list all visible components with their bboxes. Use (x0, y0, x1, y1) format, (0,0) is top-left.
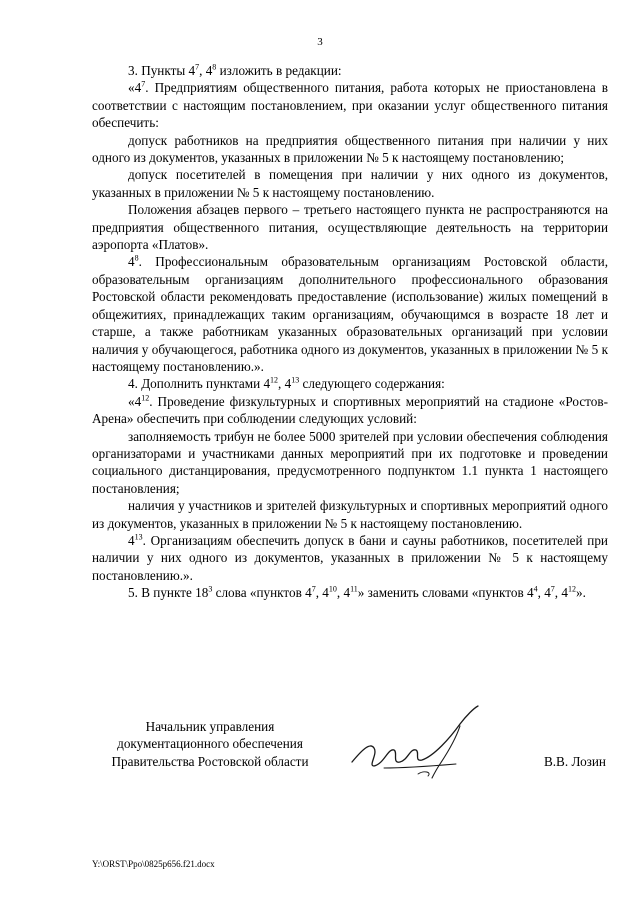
paragraph-item-4-12: «$4^{12}$. Проведение физкультурных и спортивных мероприятий на стадионе «Ростов-Арена» обеспечить при соблюдении следующих условий: (92, 393, 608, 427)
page-number: 3 (317, 36, 323, 48)
paragraph-item-4-13: $4^{13}$. Организациям обеспечить допуск в бани и сауны работников, посетителей при наличии у них одного из документов, указанных в приложении № 5 к настоящему постановлению.». (92, 532, 608, 583)
file-path-footer: Y:\ORST\Ppo\0825p656.f21.docx (92, 859, 215, 869)
paragraph-staff-admission: допуск работников на предприятия общественного питания при наличии у них одного из документов, указанных в приложении № 5 к настоящему постановлению; (92, 132, 608, 166)
document-body (92, 62, 608, 602)
paragraph-participants-documents: наличия у участников и зрителей физкультурных и спортивных мероприятий одного из документов, указанных в приложении № 5 к настоящему постановлению. (92, 498, 608, 531)
paragraph-item-3-heading: 3. Пункты $4^7$, $4^8$ изложить в редакции: (128, 62, 342, 78)
signatory-title-line-1: Начальник управления (145, 719, 275, 734)
signature-block (92, 718, 608, 788)
paragraph-item-5: 5. В пункте $18^3$ слова «пунктов $4^7$, $4^{10}$, $4^{11}$» заменить словами «пунктов $4^4$, $4^7$, $4^{12}$». (128, 584, 586, 601)
paragraph-item-4-heading: 4. Дополнить пунктами $4^{12}$, $4^{13}$ следующего содержания: (128, 375, 445, 392)
signatory-title (92, 718, 328, 770)
paragraph-stands-capacity: заполняемость трибун не более 5000 зрителей при условии обеспечения соблюдения организаторами и участниками данных мероприятий при их подготовке и проведении социального дистанцирования, предусмотренного подпунктом 1.1 пункта 1 настоящего постановления; (92, 428, 608, 496)
signatory-title-line-2: документационного обеспечения (117, 736, 303, 752)
signatory-name: В.В. Лозин (543, 753, 606, 769)
paragraph-airport-exception: Положения абзацев первого – третьего настоящего пункта не распространяются на предприятия общественного питания, осуществляющие деятельность на территории аэропорта «Платов». (92, 202, 608, 253)
paragraph-visitor-admission: допуск посетителей в помещения при наличии у них одного из документов, указанных в приложении № 5 к настоящему постановлению. (92, 167, 608, 200)
paragraph-item-4-8: $4^8$. Профессиональным образовательным организациям Ростовской области, образовательным организациям дополнительного профессионального образования Ростовской области рекомендовать предоставление (использование) жилых помещений в общежитиях, принадлежащих таким организациям, обучающимся в возрасте 18 лет и старше, а также работникам указанных образовательных организаций при условии наличия у обучающегося, работника одного из документов, указанных в приложении № 5 к настоящему постановлению.». (92, 254, 608, 374)
paragraph-item-4-7: «$4^7$. Предприятиям общественного питания, работа которых не приостановлена в соответствии с настоящим постановлением, при оказании услуг общественного питания обеспечить: (92, 80, 608, 131)
signatory-title-line-3: Правительства Ростовской области (111, 753, 309, 769)
handwritten-signature-icon (348, 704, 498, 788)
